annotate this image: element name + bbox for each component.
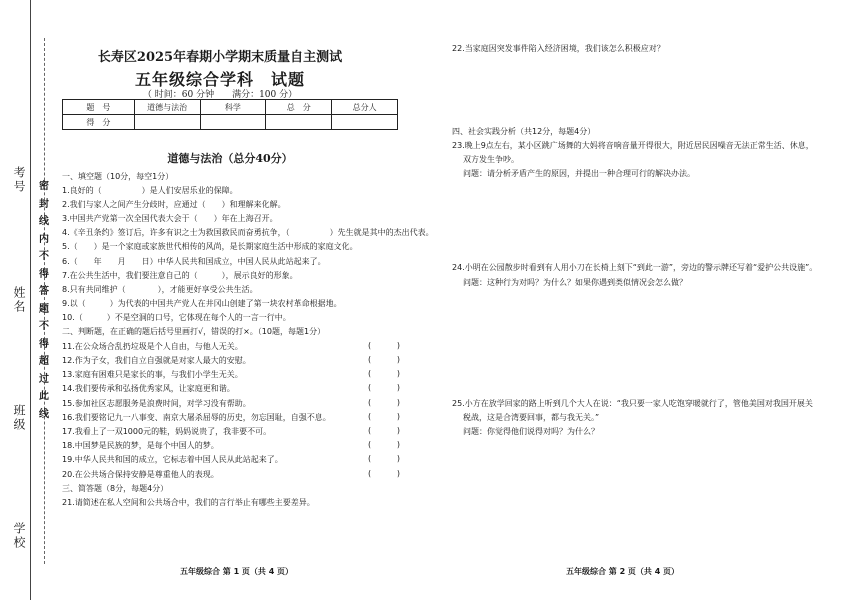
class-label: 班级 [12, 404, 26, 432]
paren-close: ) [396, 383, 400, 392]
question-line: 19.中华人民共和国的成立，它标志着中国人民从此站起来了。 [62, 455, 283, 464]
paren-close: ) [396, 412, 400, 421]
question-line: 问题：你觉得他们说得对吗？为什么？ [463, 427, 599, 436]
exam-title: 长寿区2025年春期小学期末质量自主测试 [97, 50, 343, 65]
question-line: 税战，这是合湾要回事，都与我无关。” [463, 413, 600, 422]
question-line: 20.在公共场合保持安静是尊重他人的表现。 [62, 470, 219, 479]
question-line: 15.参加社区志愿服务是浪费时间，对学习没有帮助。 [62, 399, 251, 408]
exam-number-label: 考号 [12, 166, 26, 194]
answer-parentheses[interactable] [368, 341, 400, 350]
question-line: 问题：请分析矛盾产生的原因，并提出一种合理可行的解决办法。 [463, 169, 695, 178]
paren-close: ) [396, 355, 400, 364]
score-cell: 总分人 [332, 100, 398, 115]
seal-char: 答 [39, 286, 49, 297]
seal-char: 封 [39, 198, 49, 210]
question-line: 6.（ 年 月 日）中华人民共和国成立，中国人民从此站起来了。 [62, 257, 326, 266]
seal-char: 超 [39, 356, 49, 367]
question-line: 1.良好的（ ）是人们安居乐业的保障。 [62, 186, 238, 195]
question-line: 7.在公共生活中，我们要注意自己的（ ），展示良好的形象。 [62, 271, 298, 280]
seal-char: 此 [39, 391, 49, 402]
exam-time-info: （ 时间：60 分钟 满分：100 分） [142, 90, 298, 100]
question-line: 三、简答题（8分，每题4分） [62, 484, 169, 493]
seal-char: 不 [39, 251, 49, 262]
question-line: 11.在公众场合乱扔垃圾是个人自由，与他人无关。 [62, 342, 243, 351]
answer-parentheses[interactable] [368, 355, 400, 364]
question-line: 24.小明在公园散步时看到有人用小刀在长椅上刻下“到此一游”，旁边的警示牌还写着“爱护公共设施”。 [452, 263, 818, 272]
paren-open: ( [368, 412, 372, 421]
question-line: 8.只有共同维护（ ），才能更好享受公共生活。 [62, 285, 258, 294]
score-table [62, 99, 398, 130]
paren-open: ( [368, 440, 372, 449]
question-line: 4.《辛丑条约》签订后，许多有识之士为救国救民而奋勇抗争，（ ）先生就是其中的杰出代表。 [62, 228, 434, 237]
binding-field-line [30, 0, 31, 600]
paren-open: ( [368, 369, 372, 378]
question-line: 一、填空题（10分，每空1分） [62, 172, 174, 181]
score-table-score-row [63, 115, 398, 130]
paren-open: ( [368, 355, 372, 364]
question-line: 25.小方在放学回家的路上听到几个大人在说：“我只要一家人吃饱穿暖就行了，管他美国对我国开展关 [452, 399, 813, 408]
question-line: 18.中国梦是民族的梦，是每个中国人的梦。 [62, 441, 219, 450]
question-line: 16.我们要铭记九一八事变、南京大屠杀屈辱的历史，勿忘国耻，自强不息。 [62, 413, 331, 422]
question-line: 问题：这种行为对吗？为什么？如果你遇到类似情况会怎么做？ [463, 278, 687, 287]
answer-parentheses[interactable] [368, 454, 400, 463]
paren-open: ( [368, 454, 372, 463]
paren-open: ( [368, 426, 372, 435]
question-line: 14.我们要传承和弘扬优秀家风，让家庭更和谐。 [62, 384, 235, 393]
answer-parentheses[interactable] [368, 383, 400, 392]
score-cell: 得 分 [63, 115, 135, 130]
question-line: 5.（ ）是一个家庭或家族世代相传的风尚，是长期家庭生活中形成的家庭文化。 [62, 242, 358, 251]
seal-char: 得 [39, 338, 49, 350]
question-line: 21.请简述在私人空间和公共场合中，我们的言行举止有哪些主要差异。 [62, 498, 315, 507]
score-cell: 总 分 [266, 100, 332, 115]
paren-close: ) [396, 398, 400, 407]
score-cell: 题 号 [63, 100, 135, 115]
page-footer-right: 五年级综合 第 2 页（共 4 页） [566, 567, 680, 576]
answer-parentheses[interactable] [368, 398, 400, 407]
answer-parentheses[interactable] [368, 426, 400, 435]
section-heading: 四、社会实践分析（共12分，每题4分） [452, 127, 596, 136]
score-input-cell[interactable] [332, 115, 398, 130]
score-table-header-row [63, 100, 398, 115]
question-line: 9.以（ ）为代表的中国共产党人在井冈山创建了第一块农村革命根据地。 [62, 299, 342, 308]
question-line: 二、判断题，在正确的题后括号里画打√，错误的打×。（10题，每题1分） [62, 327, 326, 336]
question-line: 2.我们与家人之间产生分歧时，应通过（ ）和理解来化解。 [62, 200, 286, 209]
seal-char: 得 [39, 268, 49, 280]
question-line: 17.我看上了一双1000元的鞋，妈妈说贵了，我非要不可。 [62, 427, 272, 436]
paren-close: ) [396, 469, 400, 478]
question-line: 23.晚上9点左右，某小区跳广场舞的大妈将音响音量开得很大，附近居民因噪音无法正常生活、休息， [452, 141, 814, 150]
paren-close: ) [396, 440, 400, 449]
question-line: 12.作为子女，我们自立自强就是对家人最大的安慰。 [62, 356, 251, 365]
paren-open: ( [368, 398, 372, 407]
answer-parentheses[interactable] [368, 412, 400, 421]
paren-open: ( [368, 383, 372, 392]
question-line: 22.当家庭因突发事件陷入经济困境，我们该怎么积极应对？ [452, 44, 665, 53]
seal-char: 线 [39, 408, 49, 420]
question-line: 3.中国共产党第一次全国代表大会于（ ）年在上海召开。 [62, 214, 278, 223]
paren-open: ( [368, 469, 372, 478]
answer-parentheses[interactable] [368, 440, 400, 449]
name-label: 姓名 [12, 286, 26, 314]
question-line: 双方发生争吵。 [463, 155, 519, 164]
question-line: 13.家庭有困难只是家长的事，与我们小学生无关。 [62, 370, 243, 379]
section-title: 道德与法治（总分40分） [167, 152, 293, 165]
seal-char: 密 [39, 181, 49, 192]
question-line: 10.（ ）不是空洞的口号，它体现在每个人的一言一行中。 [62, 313, 291, 322]
score-cell: 道德与法治 [134, 100, 200, 115]
seal-text [36, 178, 52, 423]
seal-char: 线 [39, 216, 49, 227]
binding-margin [0, 0, 56, 608]
score-cell: 科学 [200, 100, 266, 115]
score-input-cell[interactable] [134, 115, 200, 130]
paren-close: ) [396, 454, 400, 463]
seal-char: 内 [39, 233, 49, 245]
score-input-cell[interactable] [200, 115, 266, 130]
seal-char: 过 [39, 373, 49, 385]
paren-close: ) [396, 426, 400, 435]
school-label: 学校 [12, 522, 26, 550]
seal-char: 不 [39, 321, 49, 332]
exam-subject-title: 五年级综合学科 试题 [134, 70, 305, 89]
seal-char: 题 [39, 303, 49, 315]
paren-close: ) [396, 369, 400, 378]
paren-open: ( [368, 341, 372, 350]
answer-parentheses[interactable] [368, 369, 400, 378]
score-input-cell[interactable] [266, 115, 332, 130]
page-footer-left: 五年级综合 第 1 页（共 4 页） [180, 567, 294, 576]
answer-parentheses[interactable] [368, 469, 400, 478]
paren-close: ) [396, 341, 400, 350]
